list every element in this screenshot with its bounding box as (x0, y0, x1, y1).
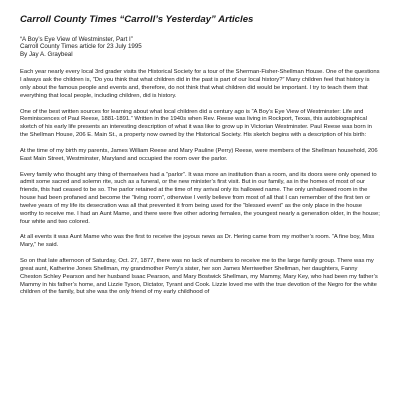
document-title: Carroll County Times “Carroll’s Yesterday” Articles (20, 14, 254, 25)
body-paragraph: At all events it was Aunt Mame who was the first to receive the joyous news as Dr. Hering came from my mother’s room. “A fine boy, Miss Mary,” he said. (20, 234, 375, 249)
body-paragraph: Each year nearly every local 3rd grader visits the Historical Society for a tour of the Sherman-Fisher-Shellman House. One of the questions I always ask the children is, “Do you think that what children did in the past is part of our local history?” Many children feel that history is only about the famous people and events and, therefore, do not think that what children did would be important. I try to teach them that everything that local people, including children, did is history. (20, 69, 380, 99)
body-paragraph: Every family who thought any thing of themselves had a “parlor”. It was more an institution than a room, and its doors were only opened to admit some sacred and solemn rite, such as a funeral, or the new minister’s first visit. But in our family, as in the homes of most of our friends, this had ceased to be so. The parlor retained at the time of my arrival only its hallowed name. The only unhallowed room in the house had been profaned and become the “living room”, otherwise I verily believe from most of all that I can remember of the first ten or twelve years of my life its desecration was all that prevented it from being used for the “blessed event” as the only place in the house worthy to receive me. I had an Aunt Mame, and there were five other adoring females, the youngest nearly a generation older, in the house; four white and two colored. (20, 171, 380, 225)
article-byline: By Jay A. Graybeal (20, 51, 73, 59)
article-meta (20, 36, 380, 60)
article-headline: “A Boy’s Eye View of Westminster, Part I” (20, 35, 133, 43)
body-paragraph: So on that late afternoon of Saturday, Oct. 27, 1877, there was no lack of numbers to receive me to the large family group. There was my great aunt, Katherine Jones Shellman, my grandmother Perry’s sister, her son James Merriwether Shellman, her daughters, Fanny Cheston Schley Pearson and her husband Isaac Pearson, and Mary Bostwick Shellman, my Mammy, Mary Key, who had been my father’s Mammy in his father’s home, and Lizzie Tyson, Dictator, Tyrant and Cook. Lizzie loved me with the true devotion of the Negro for the white children of the family, but she was the only friend of my early childhood of (20, 258, 378, 296)
article-source: Carroll County Times article for 23 July 1995 (20, 43, 142, 51)
body-paragraph: One of the best written sources for learning about what local children did a century ago is “A Boy’s Eye View of Westminster: Life and Reminiscences of Paul Reese, 1881-1891.” Written in the 1940s when Rev. Reese was living in Rockport, Texas, this autobiographical sketch of his early life presents an interesting description of what it was like to grow up in Victorian Westminster. Paul Reese was born in the Shellman House, 206 E. Main St., a property now owned by the Historical Society. His sketch begins with a description of his birth: (20, 108, 372, 139)
body-paragraph: At the time of my birth my parents, James William Reese and Mary Pauline (Perry) Reese, were members of the Shellman household, 206 East Main Street, Westminster, Maryland and occupied the room over the parlor. (20, 147, 378, 162)
